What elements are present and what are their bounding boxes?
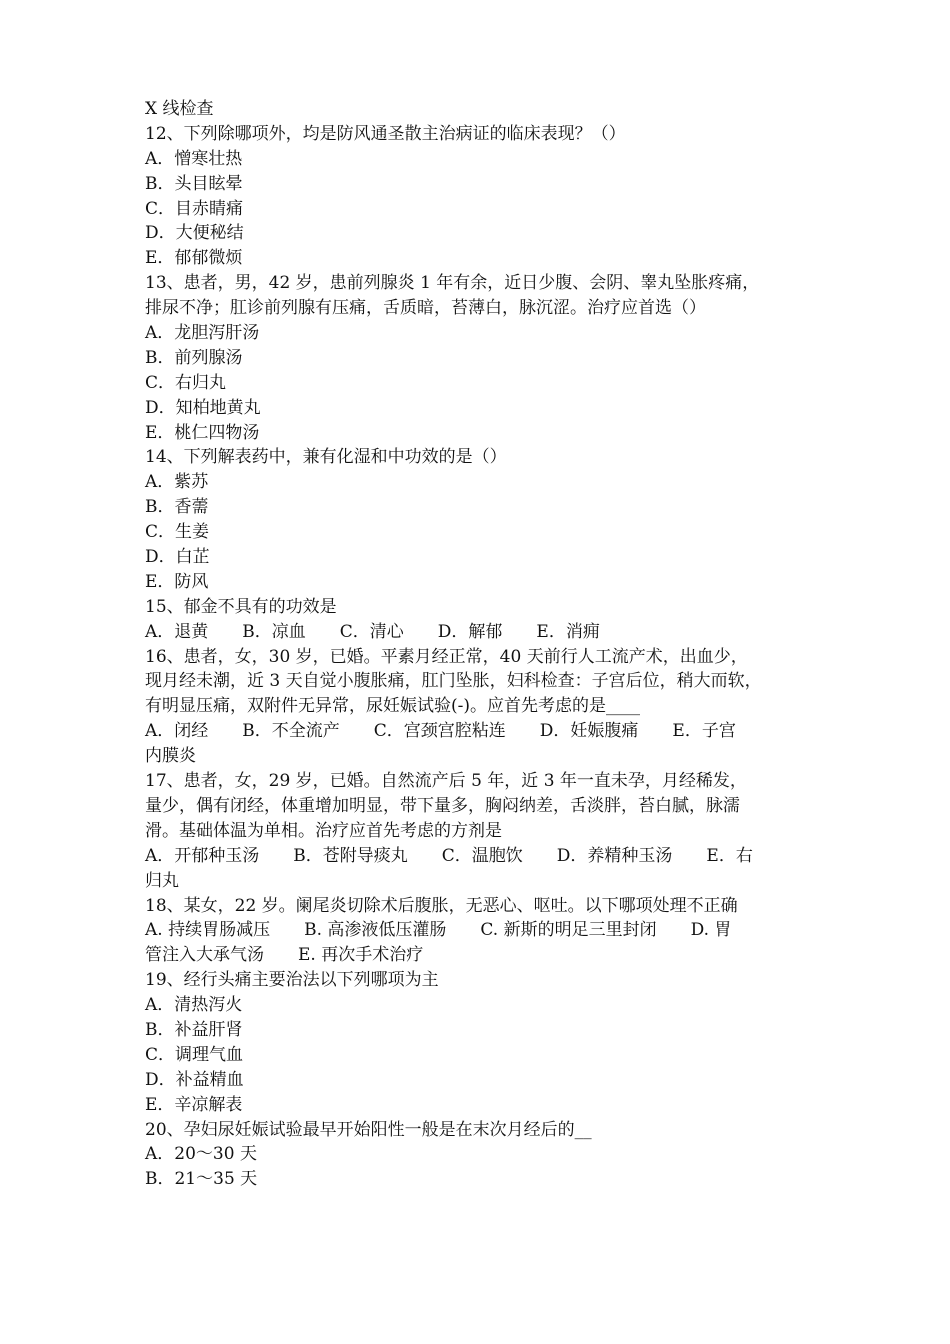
text-line: 19、经行头痛主要治法以下列哪项为主 xyxy=(145,970,439,991)
text-line: A．退黄 B．凉血 C．清心 D．解郁 E．消痈 xyxy=(145,621,600,642)
text-line: C．右归丸 xyxy=(145,372,227,393)
text-line: A．紫苏 xyxy=(145,472,209,493)
text-line: 量少，偶有闭经，体重增加明显，带下量多，胸闷纳差，舌淡胖，苔白腻，脉濡 xyxy=(145,795,740,816)
text-line: 13、患者，男，42 岁，患前列腺炎 1 年有余，近日少腹、会阴、睾丸坠胀疼痛， xyxy=(145,273,760,294)
text-line: C．生姜 xyxy=(145,522,210,543)
text-line: D．补益精血 xyxy=(145,1069,244,1090)
text-line: X 线检查 xyxy=(145,99,214,119)
text-line: E．辛凉解表 xyxy=(145,1094,243,1115)
text-line: C．调理气血 xyxy=(145,1044,244,1065)
text-line: 管注入大承气汤 E. 再次手术治疗 xyxy=(145,945,424,966)
text-line: 归丸 xyxy=(145,870,179,891)
text-line: 现月经未潮，近 3 天自觉小腹胀痛，肛门坠胀，妇科检查：子宫后位，稍大而软， xyxy=(145,671,762,692)
text-line: 12、下列除哪项外，均是防风通圣散主治病证的临床表现？（） xyxy=(145,123,626,144)
text-line: A．闭经 B．不全流产 C．宫颈宫腔粘连 D．妊娠腹痛 E．子宫 xyxy=(145,721,736,742)
text-line: C．目赤睛痛 xyxy=(145,198,244,219)
text-line: 17、患者，女，29 岁，已婚。自然流产后 5 年，近 3 年一直未孕，月经稀发， xyxy=(145,771,747,792)
text-line: 排尿不净；肛诊前列腺有压痛，舌质暗，苔薄白，脉沉涩。治疗应首选（） xyxy=(145,298,706,319)
text-line: A．憎寒壮热 xyxy=(145,148,243,169)
text-line: A．清热泻火 xyxy=(145,995,243,1016)
text-line: 有明显压痛，双附件无异常，尿妊娠试验(-)。应首先考虑的是____ xyxy=(145,696,641,717)
text-line: A．20～30 天 xyxy=(145,1144,257,1165)
text-line: D．大便秘结 xyxy=(145,223,244,244)
text-line: 滑。基础体温为单相。治疗应首先考虑的方剂是 xyxy=(145,820,502,841)
text-line: 15、郁金不具有的功效是 xyxy=(145,596,337,617)
text-line: 14、下列解表药中，兼有化湿和中功效的是（） xyxy=(145,447,507,468)
text-line: D．白芷 xyxy=(145,547,210,568)
text-line: A．开郁种玉汤 B．苍附导痰丸 C．温胞饮 D．养精种玉汤 E．右 xyxy=(145,845,753,866)
text-line: A．龙胆泻肝汤 xyxy=(145,323,260,344)
text-line: E．防风 xyxy=(145,571,209,592)
text-line: 内膜炎 xyxy=(145,746,196,767)
document-page xyxy=(145,97,825,1192)
text-line: E．郁郁微烦 xyxy=(145,248,243,269)
text-line: E．桃仁四物汤 xyxy=(145,422,260,443)
text-line: 16、患者，女，30 岁，已婚。平素月经正常，40 天前行人工流产术，出血少， xyxy=(145,646,748,667)
text-line: B．前列腺汤 xyxy=(145,347,243,368)
text-line: A. 持续胃肠减压 B. 高渗液低压灌肠 C. 新斯的明足三里封闭 D. 胃 xyxy=(145,920,732,941)
text-line: 18、某女，22 岁。阑尾炎切除术后腹胀，无恶心、呕吐。以下哪项处理不正确 xyxy=(145,895,738,916)
text-line: D．知柏地黄丸 xyxy=(145,397,261,418)
text-line: B．香薷 xyxy=(145,497,209,518)
text-line: 20、孕妇尿妊娠试验最早开始阳性一般是在末次月经后的__ xyxy=(145,1119,592,1140)
text-line: B．补益肝肾 xyxy=(145,1019,243,1040)
text-line: B．头目眩晕 xyxy=(145,173,243,194)
text-line: B．21～35 天 xyxy=(145,1169,258,1190)
